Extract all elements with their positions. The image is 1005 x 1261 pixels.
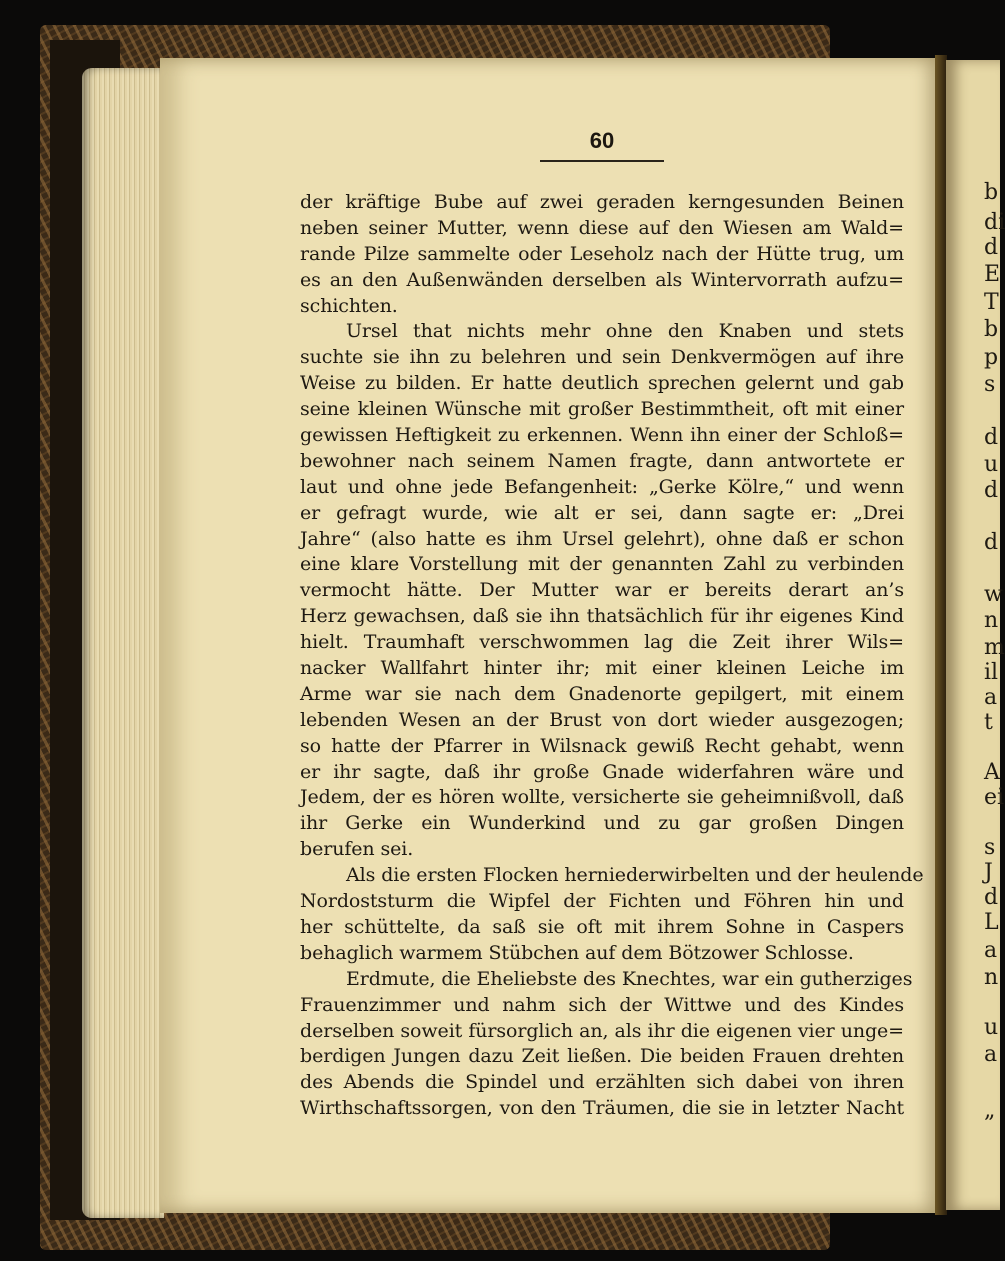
text-line: neben seiner Mutter, wenn diese auf den Wiesen am Wald= (300, 216, 904, 239)
next-page-fragment: n (984, 608, 999, 633)
page-number-rule (540, 160, 664, 162)
next-page-fragment: d (984, 478, 999, 503)
next-page-fragment: L (984, 910, 999, 935)
text-line: Frauenzimmer und nahm sich der Wittwe und des Kindes (300, 993, 904, 1016)
next-page-fragment: w (984, 582, 1003, 607)
next-page-fragment: d (984, 530, 999, 555)
next-page-fragment: d (984, 235, 999, 260)
next-page-fragment: J (984, 860, 993, 885)
next-page-fragment: p (984, 345, 999, 370)
text-line: der kräftige Bube auf zwei geraden kerngesunden Beinen (300, 191, 904, 213)
next-page-fragment: E (984, 262, 1001, 287)
next-page-edge (946, 60, 1005, 1210)
next-page-fragment: s (984, 372, 996, 397)
text-line: eine klare Vorstellung mit der genannten Zahl zu verbinden (300, 553, 904, 576)
text-line: schichten. (300, 294, 398, 317)
next-page-fragment: a (984, 938, 998, 963)
next-page-fragment: a (984, 685, 998, 710)
text-line: Jedem, der es hören wollte, versicherte sie geheimnißvoll, daß (300, 786, 904, 809)
text-line: lebenden Wesen an der Brust von dort wieder ausgezogen; (300, 708, 904, 731)
next-page-fragment: b (984, 180, 999, 205)
text-line: Herz gewachsen, daß sie ihn thatsächlich für ihr eigenes Kind (300, 605, 904, 628)
page-text (300, 190, 924, 1122)
text-line: Nordoststurm die Wipfel der Fichten und Föhren hin und (300, 890, 904, 913)
text-line: berdigen Jungen dazu Zeit ließen. Die beiden Frauen drehten (300, 1045, 904, 1068)
text-line: rande Pilze sammelte oder Leseholz nach der Hütte trug, um (300, 242, 904, 265)
next-page-fragment: m (984, 635, 1005, 660)
next-page-fragment: t (984, 710, 993, 735)
next-page-fragment: u (984, 1015, 999, 1040)
text-line: bewohner nach seinem Namen fragte, dann antwortete er (300, 449, 904, 472)
text-line: so hatte der Pfarrer in Wilsnack gewiß Recht gehabt, wenn (300, 734, 904, 757)
next-page-fragment: a (984, 1042, 998, 1067)
next-page-fragment: ei (984, 785, 1005, 810)
text-line: vermocht hätte. Der Mutter war er bereits derart an’s (300, 579, 904, 602)
text-line: Weise zu bilden. Er hatte deutlich sprechen gelernt und gab (300, 372, 904, 395)
page-edges (82, 68, 164, 1218)
next-page-fragment: il (984, 660, 999, 685)
text-line: derselben soweit fürsorglich an, als ihr die eigenen vier unge= (300, 1019, 904, 1042)
next-page-fragment: A (984, 760, 1000, 785)
next-page-fragment: s (984, 835, 996, 860)
next-page-fragment: di (984, 210, 1005, 235)
text-line: nacker Wallfahrt hinter ihr; mit einer kleinen Leiche im (300, 657, 904, 680)
text-line: hielt. Traumhaft verschwommen lag die Zeit ihrer Wils= (300, 631, 904, 654)
text-line: her schüttelte, da saß sie oft mit ihrem Sohne in Caspers (300, 915, 904, 938)
text-line: suchte sie ihn zu belehren und sein Denkvermögen auf ihre (300, 346, 904, 369)
next-page-fragment: d (984, 885, 999, 910)
text-line: er ihr sagte, daß ihr große Gnade widerfahren wäre und (300, 760, 904, 783)
text-line: Als die ersten Flocken herniederwirbelten und der heulende (346, 864, 924, 887)
text-line: Arme war sie nach dem Gnadenorte gepilgert, mit einem (300, 682, 904, 705)
text-line: behaglich warmem Stübchen auf dem Bötzower Schlosse. (300, 941, 854, 964)
text-line: seine kleinen Wünsche mit großer Bestimmtheit, oft mit einer (300, 398, 904, 421)
text-line: berufen sei. (300, 838, 414, 861)
text-line: es an den Außenwänden derselben als Wintervorrath aufzu= (300, 268, 904, 291)
text-line: Ursel that nichts mehr ohne den Knaben und stets (346, 320, 904, 343)
next-page-fragment: d (984, 425, 999, 450)
next-page-fragment: T (984, 290, 999, 315)
text-line: Wirthschaftssorgen, von den Träumen, die sie in letzter Nacht (300, 1097, 904, 1120)
text-line: ihr Gerke ein Wunderkind und zu gar großen Dingen (300, 812, 904, 835)
text-line: des Abends die Spindel und erzählten sich dabei von ihren (300, 1071, 904, 1094)
text-line: laut und ohne jede Befangenheit: „Gerke Kölre,“ und wenn (300, 475, 904, 498)
text-line: er gefragt wurde, wie alt er sei, dann sagte er: „Drei (300, 501, 904, 524)
next-page-fragment: „ (984, 1098, 996, 1123)
page-number: 60 (589, 128, 615, 153)
text-line: Erdmute, die Eheliebste des Knechtes, war ein gutherziges (346, 967, 913, 990)
text-line: Jahre“ (also hatte es ihm Ursel gelehrt), ohne daß er schon (300, 527, 904, 550)
next-page-fragment: b (984, 317, 999, 342)
next-page-fragment: u (984, 452, 999, 477)
text-line: gewissen Heftigkeit zu erkennen. Wenn ihn einer der Schloß= (300, 424, 904, 447)
next-page-fragment: n (984, 965, 999, 990)
